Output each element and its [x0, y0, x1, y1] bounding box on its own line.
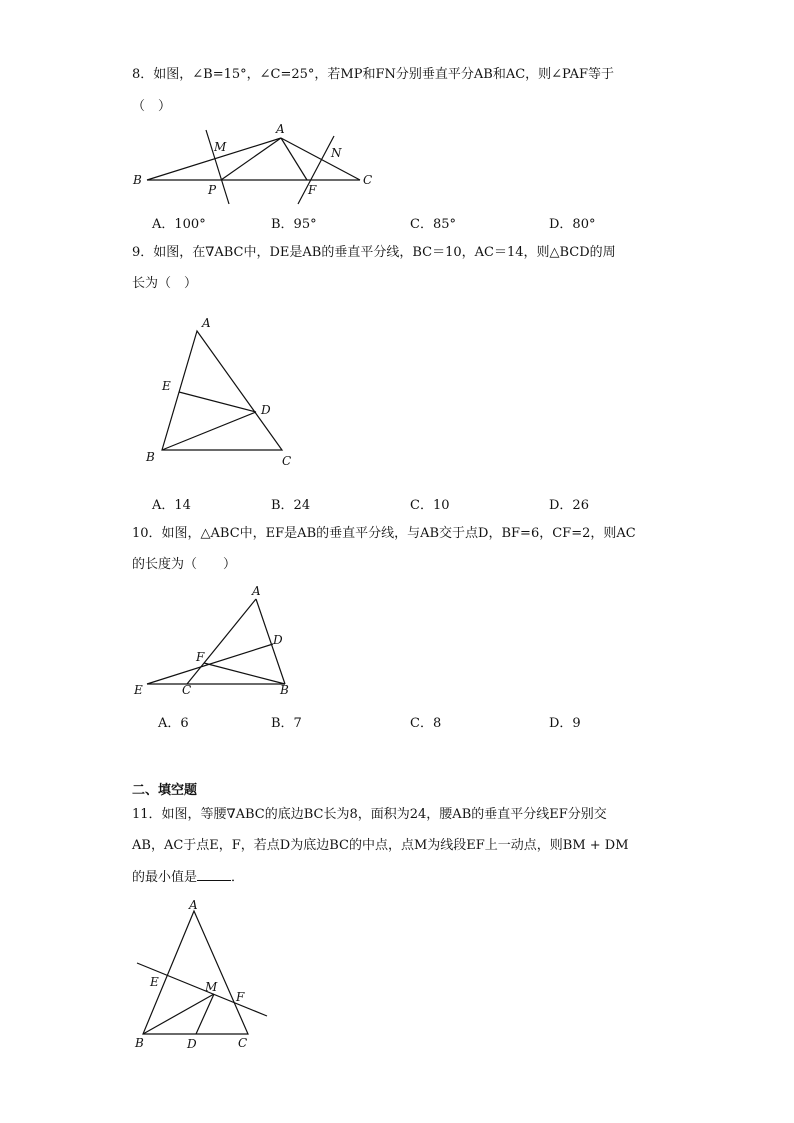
- q11-stem-line3-prefix: 的最小值是: [132, 870, 198, 885]
- q10-option-c[interactable]: C．8: [410, 716, 442, 731]
- q11-figure: [130, 895, 280, 1055]
- q10-stem-line2: 的长度为（ ）: [132, 557, 237, 572]
- q11-label-E: E: [150, 975, 159, 989]
- q8-label-B: B: [133, 173, 142, 187]
- q10-segment-FB: [204, 663, 285, 684]
- q10-option-b[interactable]: B．7: [271, 716, 302, 731]
- q9-option-d[interactable]: D．26: [549, 498, 589, 513]
- q10-option-a[interactable]: A．6: [158, 716, 189, 731]
- q8-option-c[interactable]: C．85°: [410, 217, 456, 232]
- q11-segment-BM: [143, 994, 214, 1034]
- q8-label-A: A: [276, 122, 285, 136]
- q8-label-M: M: [214, 140, 227, 154]
- q8-segment-AC: [281, 138, 360, 180]
- q11-answer-blank[interactable]: [197, 868, 231, 881]
- q9-option-b[interactable]: B．24: [271, 498, 311, 513]
- q8-option-d[interactable]: D．80°: [549, 217, 596, 232]
- q9-stem-line1: 9．如图，在∇ABC中，DE是AB的垂直平分线，BC＝10，AC＝14，则△BCD的周: [132, 245, 616, 260]
- q10-label-C: C: [182, 683, 192, 697]
- q11-segment-DM: [196, 994, 214, 1034]
- q11-label-A: A: [189, 898, 198, 912]
- q8-option-b[interactable]: B．95°: [271, 217, 317, 232]
- q10-label-F: F: [196, 650, 205, 664]
- q10-option-d[interactable]: D．9: [549, 716, 581, 731]
- q11-stem-line3: [132, 868, 244, 887]
- q9-segment-ED: [179, 392, 256, 412]
- q10-label-A: A: [252, 584, 261, 598]
- q8-label-N: N: [331, 146, 342, 160]
- q8-stem-line2: （ ）: [132, 99, 172, 114]
- q9-option-a[interactable]: A．14: [152, 498, 191, 513]
- q8-option-a[interactable]: A．100°: [152, 217, 206, 232]
- q11-stem-line1: 11．如图，等腰∇ABC的底边BC长为8，面积为24，腰AB的垂直平分线EF分别交: [132, 807, 607, 822]
- q9-option-c[interactable]: C．10: [410, 498, 450, 513]
- q9-triangle-ABC: [162, 331, 282, 450]
- q8-label-C: C: [363, 173, 373, 187]
- q9-label-A: A: [202, 316, 211, 330]
- q11-label-F: F: [236, 990, 245, 1004]
- q8-figure: [130, 118, 390, 208]
- q9-figure: [140, 310, 310, 470]
- q11-label-C: C: [238, 1036, 248, 1050]
- q10-label-B: B: [280, 683, 289, 697]
- q11-label-B: B: [135, 1036, 144, 1050]
- q11-label-D: D: [187, 1037, 197, 1051]
- q8-stem-line1: 8．如图，∠B=15°，∠C=25°，若MP和FN分别垂直平分AB和AC，则∠PAF等于: [132, 67, 615, 82]
- q9-label-E: E: [162, 379, 171, 393]
- q11-label-M: M: [205, 980, 218, 994]
- q10-figure: [130, 582, 300, 702]
- q9-stem-line2: 长为（ ）: [132, 276, 198, 291]
- q10-segment-AC: [187, 599, 256, 684]
- q11-stem-line2: AB，AC于点E，F，若点D为底边BC的中点，点M为线段EF上一动点，则BM + DM: [132, 838, 629, 853]
- q11-stem-line3-suffix: ．: [231, 870, 245, 885]
- section-title-fill-in: 二、填空题: [132, 783, 198, 798]
- q9-label-C: C: [282, 454, 292, 468]
- q10-label-E: E: [134, 683, 143, 697]
- q9-label-D: D: [261, 403, 271, 417]
- q9-label-B: B: [146, 450, 155, 464]
- q10-label-D: D: [273, 633, 283, 647]
- q8-label-P: P: [208, 183, 217, 197]
- q9-segment-BD: [162, 412, 256, 450]
- q8-label-F: F: [308, 183, 317, 197]
- q11-line-EF: [137, 963, 267, 1016]
- q8-segment-AP: [221, 138, 281, 180]
- q10-stem-line1: 10．如图，△ABC中，EF是AB的垂直平分线，与AB交于点D，BF=6，CF=2，则AC: [132, 526, 636, 541]
